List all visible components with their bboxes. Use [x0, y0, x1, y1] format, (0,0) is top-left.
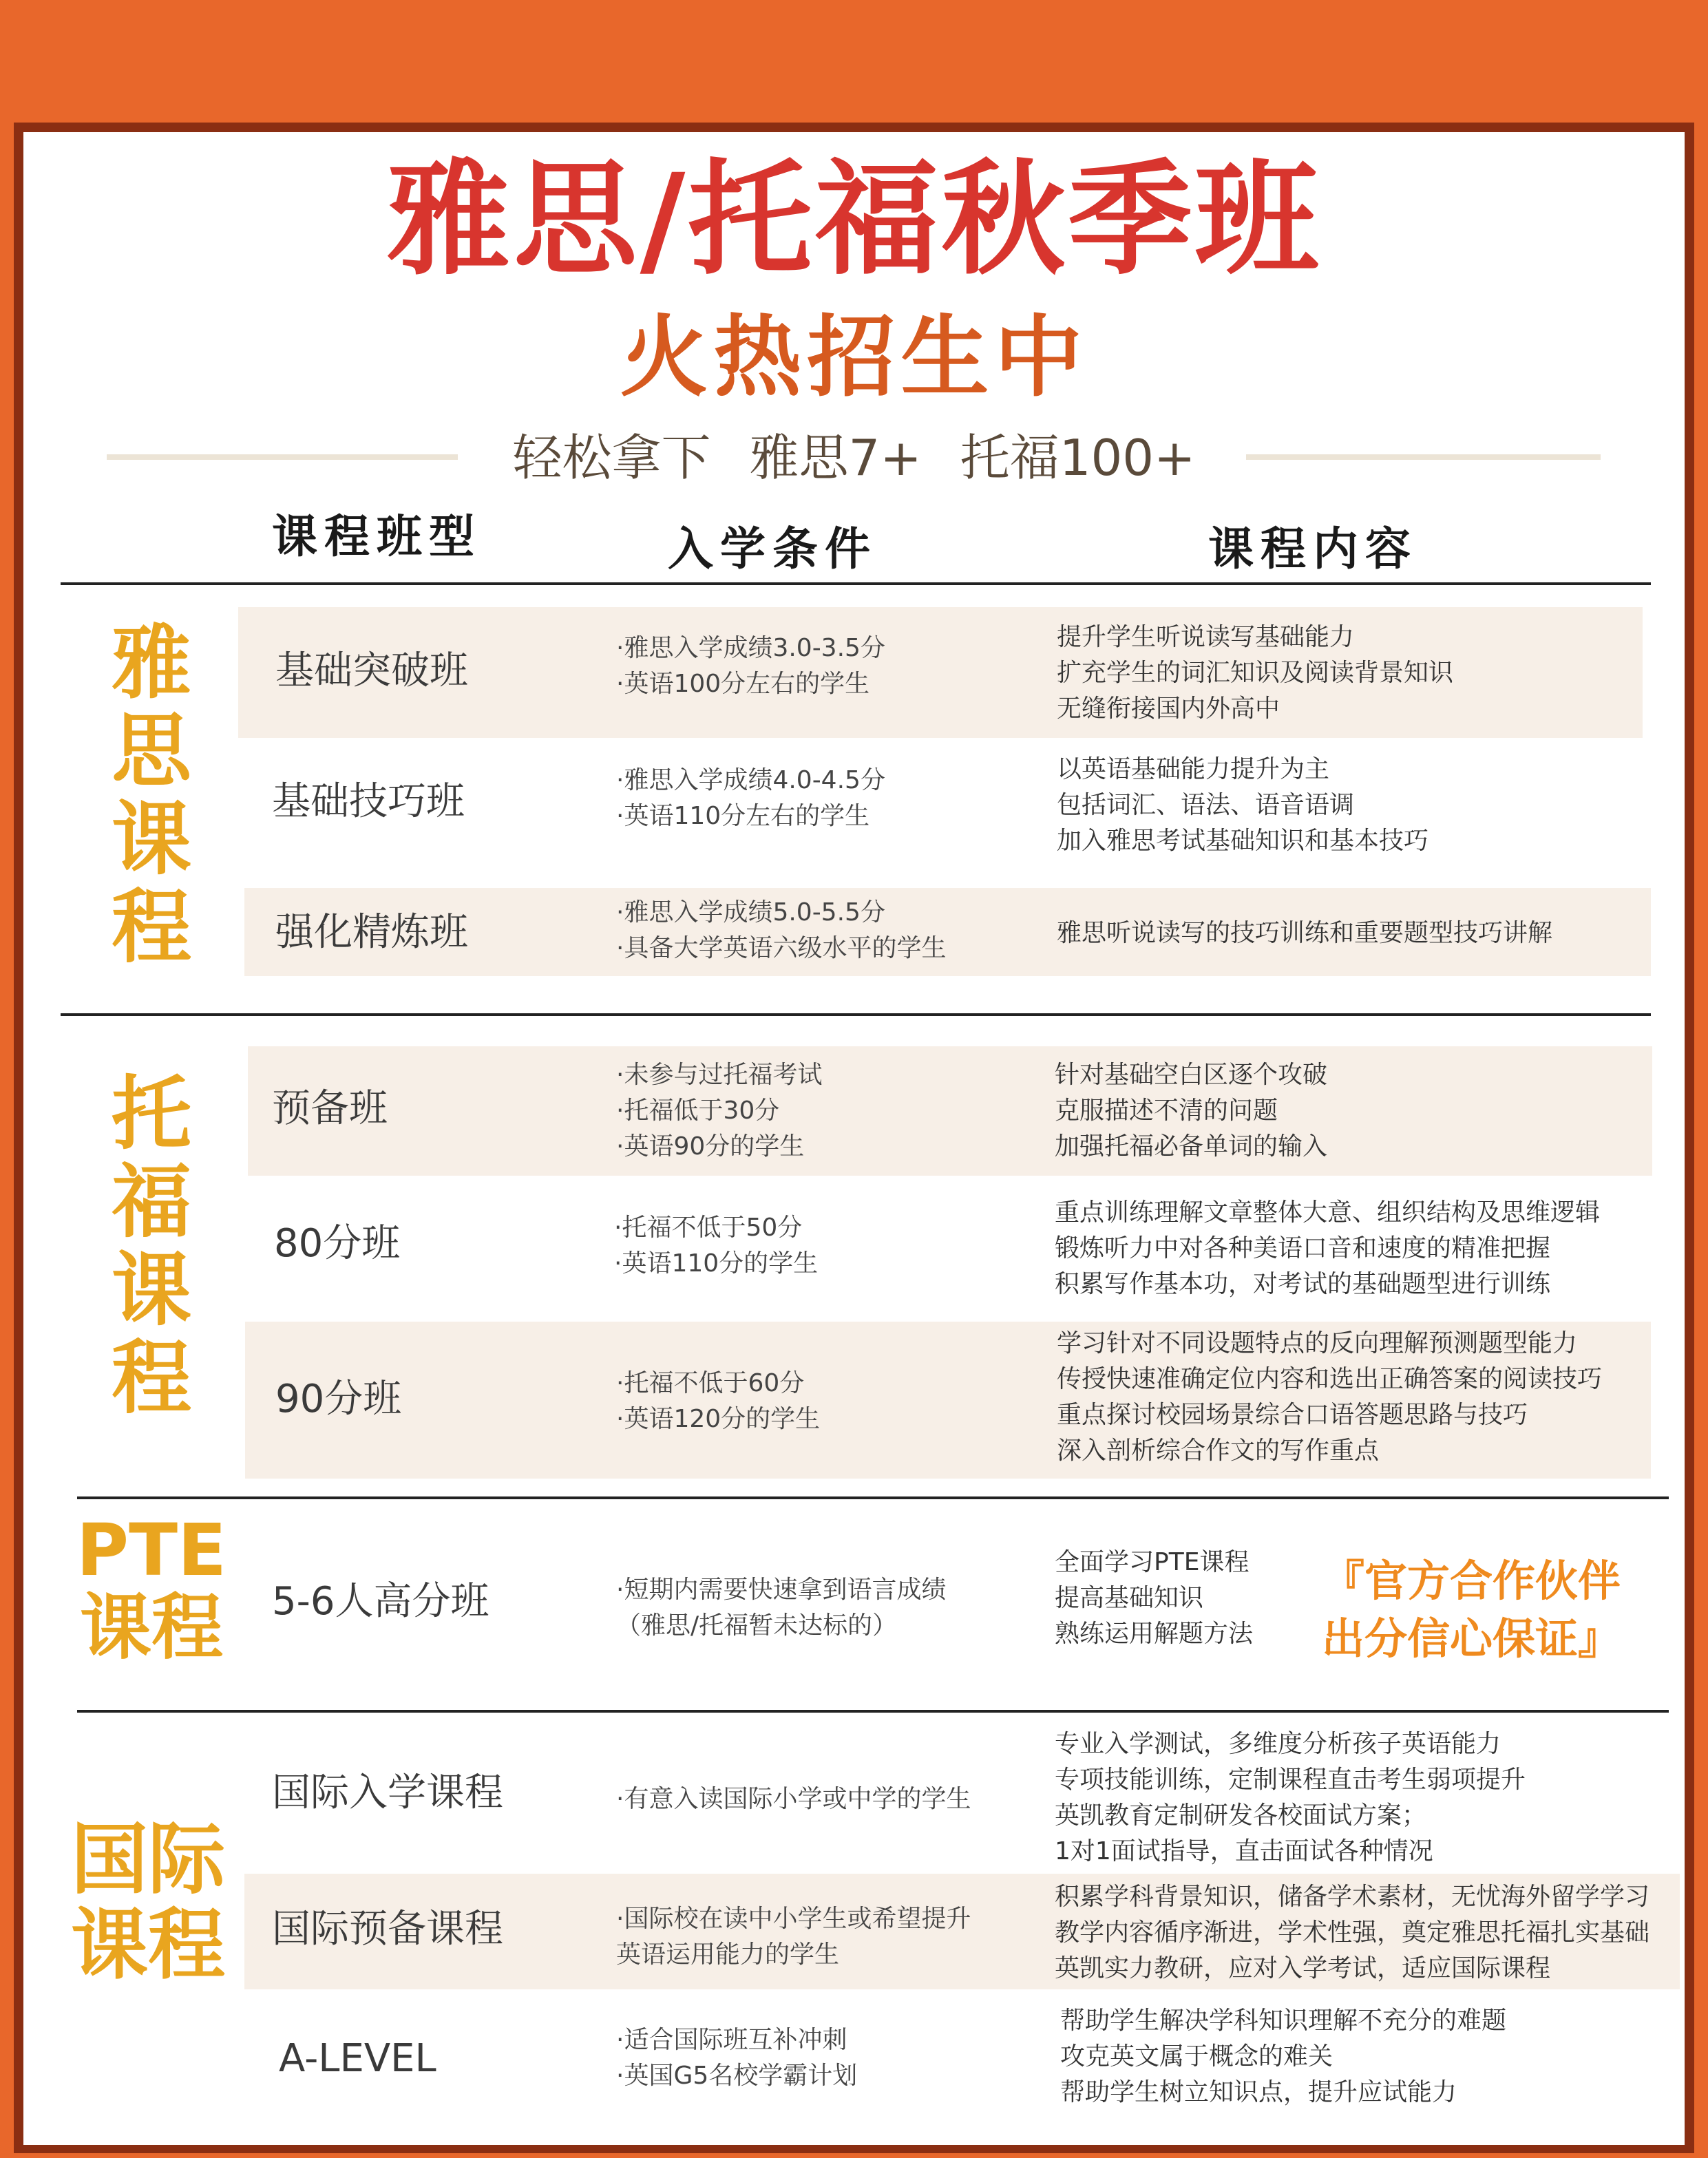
category-char: 托 — [112, 1068, 191, 1161]
requirement-line: ·国际校在读中小学生或希望提升 — [616, 1905, 971, 1933]
content-line: 专项技能训练，定制课程直击考生弱项提升 — [1055, 1766, 1526, 1794]
course-name: 预备班 — [272, 1086, 388, 1131]
course-name: 90分班 — [275, 1377, 402, 1421]
content-line: 加强托福必备单词的输入 — [1055, 1132, 1328, 1161]
badge-line: 『官方合作伙伴 — [1322, 1556, 1621, 1606]
course-requirements — [616, 1901, 971, 1973]
content-line: 扩充学生的词汇知识及阅读背景知识 — [1057, 659, 1454, 687]
category-toefl — [103, 1070, 200, 1423]
requirement-line: ·托福不低于60分 — [616, 1369, 805, 1397]
course-content — [1055, 1057, 1327, 1165]
content-line: 传授快速准确定位内容和选出正确答案的阅读技巧 — [1057, 1365, 1603, 1393]
course-content — [1057, 916, 1552, 951]
content-line: 深入剖析综合作文的写作重点 — [1057, 1437, 1380, 1465]
tagline-part: 轻松拿下 — [512, 429, 711, 487]
content-line: 提高基础知识 — [1055, 1584, 1204, 1612]
requirement-line: ·雅思入学成绩5.0-5.5分 — [616, 898, 885, 927]
requirement-line: ·具备大学英语六级水平的学生 — [616, 934, 947, 962]
content-line: 雅思听说读写的技巧训练和重要题型技巧讲解 — [1057, 919, 1553, 947]
requirement-line: （雅思/托福暂未达标的） — [616, 1611, 898, 1640]
category-intl — [65, 1817, 231, 1988]
requirement-line: ·雅思入学成绩3.0-3.5分 — [616, 634, 885, 662]
category-pte — [69, 1508, 234, 1669]
course-content — [1057, 1326, 1602, 1469]
content-line: 重点训练理解文章整体大意、组织结构及思维逻辑 — [1055, 1198, 1601, 1227]
category-char: 思 — [112, 705, 191, 798]
course-requirements — [616, 1572, 946, 1644]
course-requirements — [616, 1057, 822, 1165]
requirement-line: ·雅思入学成绩4.0-4.5分 — [616, 766, 885, 794]
content-line: 英凯教育定制研发各校面试方案； — [1055, 1801, 1427, 1830]
course-name: 强化精炼班 — [275, 910, 468, 955]
content-line: 锻炼听力中对各种美语口音和速度的精准把握 — [1055, 1234, 1551, 1262]
content-line: 攻克英文属于概念的难关 — [1060, 2042, 1333, 2071]
requirement-line: ·托福低于30分 — [616, 1097, 780, 1125]
course-name: 基础突破班 — [275, 648, 468, 693]
content-line: 学习针对不同设题特点的反向理解预测题型能力 — [1057, 1329, 1578, 1357]
section-divider — [77, 1710, 1669, 1713]
course-content — [1055, 1195, 1600, 1302]
course-requirements — [616, 1366, 820, 1437]
course-content — [1055, 1879, 1649, 1987]
requirement-line: ·英语110分左右的学生 — [616, 802, 870, 830]
main-title: 雅思/托福秋季班 — [386, 148, 1322, 292]
content-line: 重点探讨校园场景综合口语答题思路与技巧 — [1057, 1401, 1528, 1429]
course-requirements — [616, 2022, 857, 2094]
category-text: 课程 — [71, 1901, 225, 1990]
requirement-line: ·英语100分左右的学生 — [616, 670, 870, 698]
course-content — [1057, 620, 1453, 727]
course-content — [1055, 1545, 1253, 1652]
column-header-class: 课程班型 — [272, 510, 481, 563]
requirement-line: ·适合国际班互补冲刺 — [616, 2026, 847, 2054]
requirement-line: ·托福不低于50分 — [614, 1214, 803, 1242]
requirement-line: ·英语120分的学生 — [616, 1405, 821, 1433]
course-content — [1055, 1726, 1526, 1870]
course-requirements — [616, 1781, 971, 1817]
category-text: PTE — [76, 1508, 227, 1592]
course-name: 5-6人高分班 — [272, 1579, 489, 1624]
content-line: 提升学生听说读写基础能力 — [1057, 623, 1355, 651]
category-char: 程 — [112, 881, 191, 974]
partner-badge — [1322, 1552, 1621, 1668]
category-text: 国际 — [71, 1815, 225, 1905]
content-line: 加入雅思考试基础知识和基本技巧 — [1057, 827, 1429, 855]
course-requirements — [616, 631, 885, 702]
content-line: 熟练运用解题方法 — [1055, 1620, 1254, 1648]
requirement-line: ·有意入读国际小学或中学的学生 — [616, 1785, 971, 1813]
content-line: 专业入学测试，多维度分析孩子英语能力 — [1055, 1730, 1501, 1758]
course-requirements — [616, 895, 946, 966]
content-line: 英凯实力教研，应对入学考试，适应国际课程 — [1055, 1954, 1551, 1982]
content-line: 积累写作基本功，对考试的基础题型进行训练 — [1055, 1270, 1551, 1298]
course-name: 国际入学课程 — [272, 1770, 503, 1815]
tagline — [0, 427, 1708, 489]
category-char: 福 — [112, 1156, 191, 1249]
main-subtitle: 火热招生中 — [620, 306, 1088, 409]
content-line: 教学内容循序渐进，学术性强，奠定雅思托福扎实基础 — [1055, 1918, 1650, 1947]
row-band — [248, 1046, 1652, 1176]
requirement-line: 英语运用能力的学生 — [616, 1940, 840, 1969]
requirement-line: ·短期内需要快速拿到语言成绩 — [616, 1576, 947, 1604]
requirement-line: ·英语110分的学生 — [614, 1249, 819, 1278]
content-line: 帮助学生解决学科知识理解不充分的难题 — [1060, 2007, 1507, 2035]
content-line: 包括词汇、语法、语音语调 — [1057, 791, 1355, 819]
course-name: A-LEVEL — [279, 2036, 436, 2081]
requirement-line: ·英国G5名校学霸计划 — [616, 2062, 858, 2090]
course-content — [1060, 2003, 1506, 2111]
content-line: 以英语基础能力提升为主 — [1057, 755, 1330, 783]
course-name: 80分班 — [274, 1221, 401, 1266]
content-line: 克服描述不清的问题 — [1055, 1097, 1278, 1125]
content-line: 全面学习PTE课程 — [1055, 1548, 1250, 1576]
category-char: 课 — [112, 1244, 191, 1337]
column-header-requirements: 入学条件 — [668, 522, 877, 575]
category-text: 课程 — [79, 1585, 223, 1669]
course-name: 国际预备课程 — [272, 1907, 503, 1951]
requirement-line: ·英语90分的学生 — [616, 1132, 805, 1161]
course-name: 基础技巧班 — [272, 779, 465, 824]
course-content — [1057, 752, 1428, 859]
category-char: 课 — [112, 793, 191, 886]
category-ielts — [103, 617, 200, 974]
requirement-line: ·未参与过托福考试 — [616, 1061, 823, 1089]
course-requirements — [616, 763, 885, 834]
column-header-content: 课程内容 — [1208, 522, 1417, 575]
tagline-part: 托福100+ — [960, 429, 1196, 487]
header-divider — [61, 582, 1651, 585]
badge-line: 出分信心保证』 — [1322, 1614, 1621, 1664]
course-requirements — [614, 1210, 818, 1282]
category-char: 程 — [112, 1332, 191, 1425]
content-line: 无缝衔接国内外高中 — [1057, 695, 1280, 723]
section-divider — [77, 1496, 1669, 1499]
content-line: 针对基础空白区逐个攻破 — [1055, 1061, 1328, 1089]
content-line: 积累学科背景知识，储备学术素材，无忧海外留学学习 — [1055, 1883, 1650, 1911]
section-divider — [61, 1013, 1651, 1016]
content-line: 1对1面试指导，直击面试各种情况 — [1055, 1837, 1433, 1865]
content-line: 帮助学生树立知识点，提升应试能力 — [1060, 2078, 1457, 2106]
category-char: 雅 — [112, 617, 191, 710]
tagline-part: 雅思7+ — [749, 429, 922, 487]
